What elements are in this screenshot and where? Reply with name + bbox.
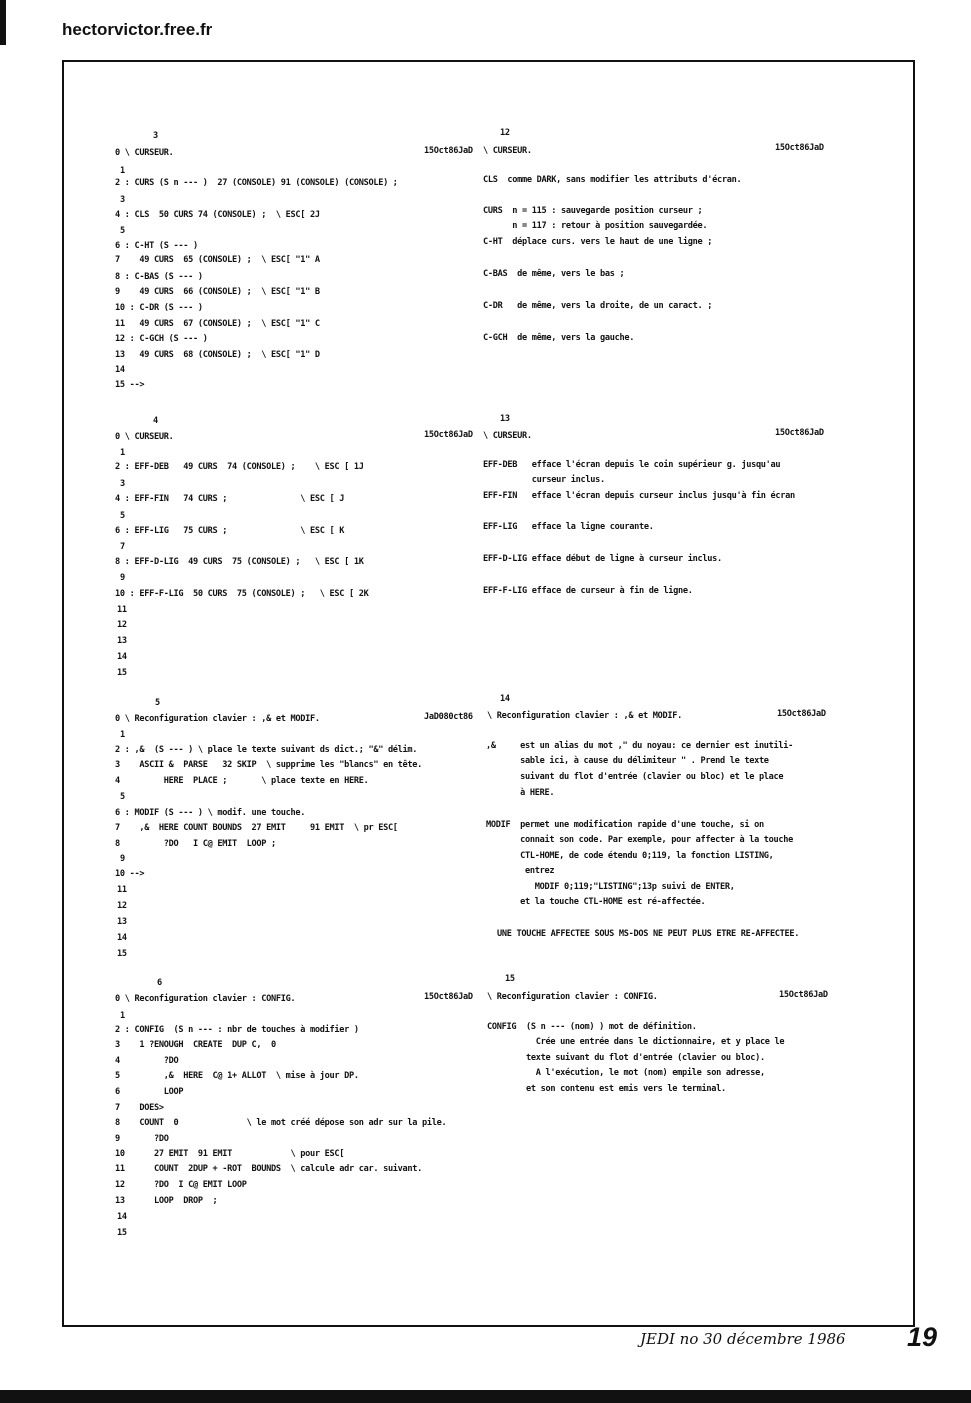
listing-line: 3 [153,131,158,141]
scan-edge [0,0,6,45]
listing-line: CONFIG (S n --- (nom) ) mot de définition. [487,1022,697,1032]
listing-line: 11 COUNT 2DUP + -ROT BOUNDS \ calcule adr car. suivant. [115,1164,423,1174]
listing-line: ,& est un alias du mot ," du noyau: ce dernier est inutili- [486,741,794,751]
listing-line: EFF-D-LIG efface début de ligne à curseur inclus. [483,554,722,564]
listing-line: 2 : EFF-DEB 49 CURS 74 (CONSOLE) ; \ ESC [ 1J [115,462,364,472]
listing-line: curseur inclus. [483,475,605,485]
listing-line: 2 : CONFIG (S n --- : nbr de touches à modifier ) [115,1025,359,1035]
listing-line: 10 27 EMIT 91 EMIT \ pour ESC[ [115,1149,345,1159]
listing-line: n = 117 : retour à position sauvegardée. [483,221,708,231]
listing-line: 5 ,& HERE C@ 1+ ALLOT \ mise à jour DP. [115,1071,359,1081]
listing-line: 15Oct86JaD [424,992,473,1002]
listing-line: 15 [117,1228,127,1238]
listing-line: 4 : EFF-FIN 74 CURS ; \ ESC [ J [115,494,345,504]
listing-line: suivant du flot d'entrée (clavier ou bloc) et le place [486,772,784,782]
listing-line: 8 COUNT 0 \ le mot créé dépose son adr sur la pile. [115,1118,447,1128]
listing-line: 0 \ Reconfiguration clavier : CONFIG. [115,994,296,1004]
listing-line: JaD080ct86 [424,712,473,722]
listing-line: 12 : C-GCH (S --- ) [115,334,208,344]
listing-line: 4 ?DO [115,1056,179,1066]
listing-line: \ Reconfiguration clavier : ,& et MODIF. [487,711,682,721]
footer-issue: JEDI no 30 décembre 1986 [640,1330,846,1348]
listing-line: 0 \ CURSEUR. [115,432,174,442]
listing-line: \ Reconfiguration clavier : CONFIG. [487,992,658,1002]
listing-line: 10 : C-DR (S --- ) [115,303,203,313]
listing-line: 7 [120,542,125,552]
listing-line: 7 DOES> [115,1103,164,1113]
listing-line: 2 : ,& (S --- ) \ place le texte suivant ds dict.; "&" délim. [115,745,418,755]
listing-line: 15Oct86JaD [777,709,826,719]
listing-line: 13 49 CURS 68 (CONSOLE) ; \ ESC[ "1" D [115,350,320,360]
listing-line: 12 [500,128,510,138]
listing-line: 1 [120,1011,125,1021]
scan-bottom-edge [0,1390,971,1403]
listing-line: 14 [115,365,125,375]
listing-line: 7 49 CURS 65 (CONSOLE) ; \ ESC[ "1" A [115,255,320,265]
listing-line: 9 ?DO [115,1134,169,1144]
listing-line: 1 [120,730,125,740]
listing-line: A l'exécution, le mot (nom) empile son adresse, [487,1068,765,1078]
listing-line: CURS n = 115 : sauvegarde position curseur ; [483,206,703,216]
listing-line: EFF-DEB efface l'écran depuis le coin supérieur g. jusqu'au [483,460,781,470]
listing-line: connait son code. Par exemple, pour affecter à la touche [486,835,794,845]
listing-line: \ CURSEUR. [483,146,532,156]
listing-line: 14 [500,694,510,704]
listing-line: texte suivant du flot d'entrée (clavier ou bloc). [487,1053,765,1063]
listing-line: 0 \ Reconfiguration clavier : ,& et MODIF. [115,714,320,724]
listing-line: 14 [117,652,127,662]
listing-line: EFF-FIN efface l'écran depuis curseur inclus jusqu'à fin écran [483,491,795,501]
listing-line: EFF-F-LIG efface de curseur à fin de ligne. [483,586,693,596]
listing-line: sable ici, à cause du délimiteur " . Prend le texte [486,756,769,766]
listing-line: 14 [117,1212,127,1222]
listing-line: C-GCH de même, vers la gauche. [483,333,635,343]
listing-line: MODIF permet une modification rapide d'une touche, si on [486,820,764,830]
listing-line: 1 [120,448,125,458]
listing-line: 0 \ CURSEUR. [115,148,174,158]
listing-line: 15Oct86JaD [775,428,824,438]
listing-line: 15Oct86JaD [775,143,824,153]
listing-line: MODIF 0;119;"LISTING";13p suivi de ENTER, [486,882,735,892]
listing-line: 8 : C-BAS (S --- ) [115,272,203,282]
listing-line: C-DR de même, vers la droite, de un caract. ; [483,301,713,311]
listing-line: 12 [117,901,127,911]
listing-line: CTL-HOME, de code étendu 0;119, la fonction LISTING, [486,851,774,861]
listing-line: 11 49 CURS 67 (CONSOLE) ; \ ESC[ "1" C [115,319,320,329]
listing-line: 14 [117,933,127,943]
listing-line: et son contenu est emis vers le terminal. [487,1084,726,1094]
listing-line: 13 [117,636,127,646]
listing-line: 2 : CURS (S n --- ) 27 (CONSOLE) 91 (CONSOLE) (CONSOLE) ; [115,178,398,188]
listing-line: 11 [117,605,127,615]
listing-line: 10 : EFF-F-LIG 50 CURS 75 (CONSOLE) ; \ ESC [ 2K [115,589,369,599]
listing-line: 7 ,& HERE COUNT BOUNDS 27 EMIT 91 EMIT \ pr ESC[ [115,823,398,833]
listing-line: et la touche CTL-HOME est ré-affectée. [486,897,706,907]
listing-line: 8 ?DO I C@ EMIT LOOP ; [115,839,276,849]
listing-line: 3 ASCII & PARSE 32 SKIP \ supprime les "blancs" en tête. [115,760,423,770]
listing-line: 4 HERE PLACE ; \ place texte en HERE. [115,776,369,786]
listing-line: UNE TOUCHE AFFECTEE SOUS MS-DOS NE PEUT PLUS ETRE RE-AFFECTEE. [497,929,800,939]
site-url: hectorvictor.free.fr [62,20,213,39]
listing-line: 12 ?DO I C@ EMIT LOOP [115,1180,247,1190]
listing-line: 6 : C-HT (S --- ) [115,241,198,251]
listing-line: Crée une entrée dans le dictionnaire, et y place le [487,1037,785,1047]
listing-line: 4 [153,416,158,426]
listing-line: 13 [500,414,510,424]
listing-line: 15 [505,974,515,984]
listing-line: 6 : EFF-LIG 75 CURS ; \ ESC [ K [115,526,345,536]
listing-line: 8 : EFF-D-LIG 49 CURS 75 (CONSOLE) ; \ ESC [ 1K [115,557,364,567]
listing-line: C-HT déplace curs. vers le haut de une ligne ; [483,237,713,247]
listing-line: 5 [120,511,125,521]
listing-line: 15 [117,668,127,678]
listing-line: 15 --> [115,380,145,390]
listing-line: CLS comme DARK, sans modifier les attributs d'écran. [483,175,742,185]
listing-line: EFF-LIG efface la ligne courante. [483,522,654,532]
listing-line: 3 [120,479,125,489]
listing-line: 9 [120,573,125,583]
listing-line: 9 49 CURS 66 (CONSOLE) ; \ ESC[ "1" B [115,287,320,297]
listing-line: \ CURSEUR. [483,431,532,441]
listing-line: 11 [117,885,127,895]
page-number: 19 [907,1322,938,1352]
listing-line: 4 : CLS 50 CURS 74 (CONSOLE) ; \ ESC[ 2J [115,210,320,220]
listing-line: 3 1 ?ENOUGH CREATE DUP C, 0 [115,1040,276,1050]
listing-line: 5 [120,792,125,802]
listing-line: 15Oct86JaD [424,430,473,440]
listing-line: 15 [117,949,127,959]
listing-line: entrez [486,866,555,876]
listing-line: 9 [120,854,125,864]
listing-line: 15Oct86JaD [779,990,828,1000]
listing-line: 5 [120,226,125,236]
listing-line: 13 LOOP DROP ; [115,1196,218,1206]
listing-line: 15Oct86JaD [424,146,473,156]
listing-line: 10 --> [115,869,145,879]
listing-line: 1 [120,166,125,176]
listing-line: 5 [155,698,160,708]
listing-line: 6 : MODIF (S --- ) \ modif. une touche. [115,808,306,818]
listing-line: 12 [117,620,127,630]
listing-line: à HERE. [486,788,555,798]
listing-line: C-BAS de même, vers le bas ; [483,269,625,279]
listing-line: 3 [120,195,125,205]
listing-line: 13 [117,917,127,927]
listing-line: 6 [157,978,162,988]
listing-line: 6 LOOP [115,1087,184,1097]
